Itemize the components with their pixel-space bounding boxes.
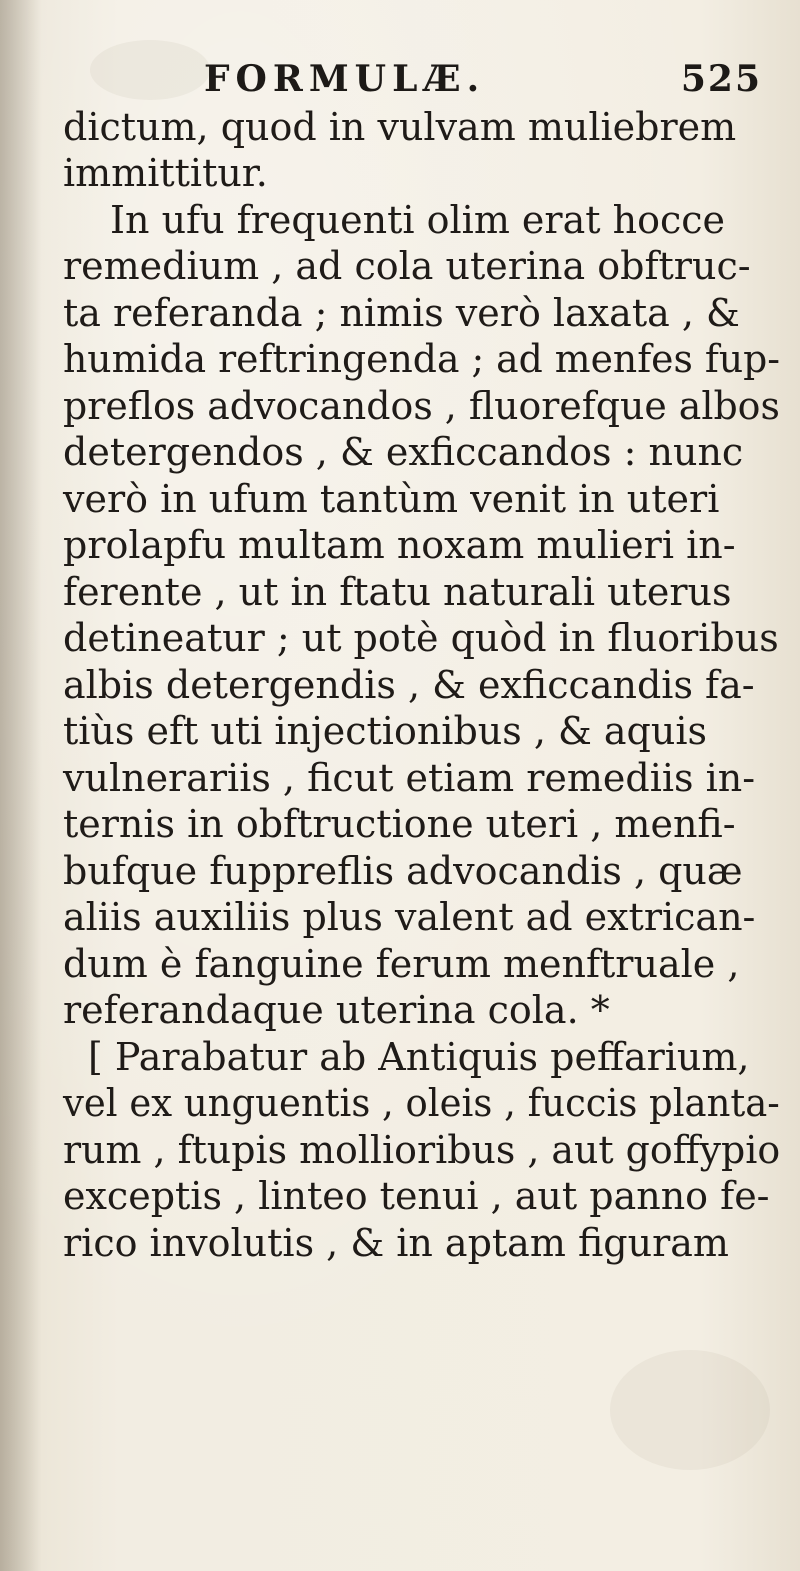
running-header <box>204 58 764 104</box>
text-line: ternis in obftructione uteri , menfi- <box>63 802 736 846</box>
running-title: FORMULÆ. <box>204 58 486 100</box>
text-line: referandaque uterina cola. * <box>63 988 610 1032</box>
text-line: verò in ufum tantùm venit in uteri <box>63 477 720 521</box>
text-line: In ufu frequenti olim erat hocce <box>110 198 725 242</box>
text-line: detineatur ; ut potè quòd in fluoribus <box>63 616 779 660</box>
text-line: immittitur. <box>63 151 268 195</box>
text-line: tiùs eft uti injectionibus , & aquis <box>63 709 708 753</box>
text-line: aliis auxiliis plus valent ad extrican- <box>63 895 756 939</box>
text-line: albis detergendis , & exficcandis fa- <box>63 663 755 707</box>
page-gutter-shadow <box>0 0 42 1571</box>
text-line: [ Parabatur ab Antiquis peffarium, <box>88 1035 750 1079</box>
paper-stain <box>90 40 210 100</box>
text-line: preflos advocandos , fluorefque albos <box>63 384 780 428</box>
text-line: bufque fuppreflis advocandis , quæ <box>63 849 743 893</box>
text-line: dictum, quod in vulvam muliebrem <box>63 105 737 149</box>
page-number: 525 <box>680 58 762 100</box>
text-line: remedium , ad cola uterina obftruc- <box>63 244 751 288</box>
text-line: rum , ftupis mollioribus , aut goffypio <box>63 1128 781 1172</box>
text-line: prolapfu multam noxam mulieri in- <box>63 523 736 567</box>
text-line: exceptis , linteo tenui , aut panno fe- <box>63 1174 770 1218</box>
paper-stain <box>610 1350 770 1470</box>
text-line: vulnerariis , ficut etiam remediis in- <box>63 756 756 800</box>
text-line: detergendos , & exficcandos : nunc <box>63 430 744 474</box>
text-line: humida reftringenda ; ad menfes fup- <box>63 337 781 381</box>
text-line: vel ex unguentis , oleis , fuccis planta- <box>63 1081 780 1125</box>
text-line: ferente , ut in ftatu naturali uterus <box>63 570 732 614</box>
text-line: ta referanda ; nimis verò laxata , & <box>63 291 740 335</box>
text-line: dum è fanguine ferum menftruale , <box>63 942 740 986</box>
text-line: rico involutis , & in aptam figuram <box>63 1221 729 1265</box>
